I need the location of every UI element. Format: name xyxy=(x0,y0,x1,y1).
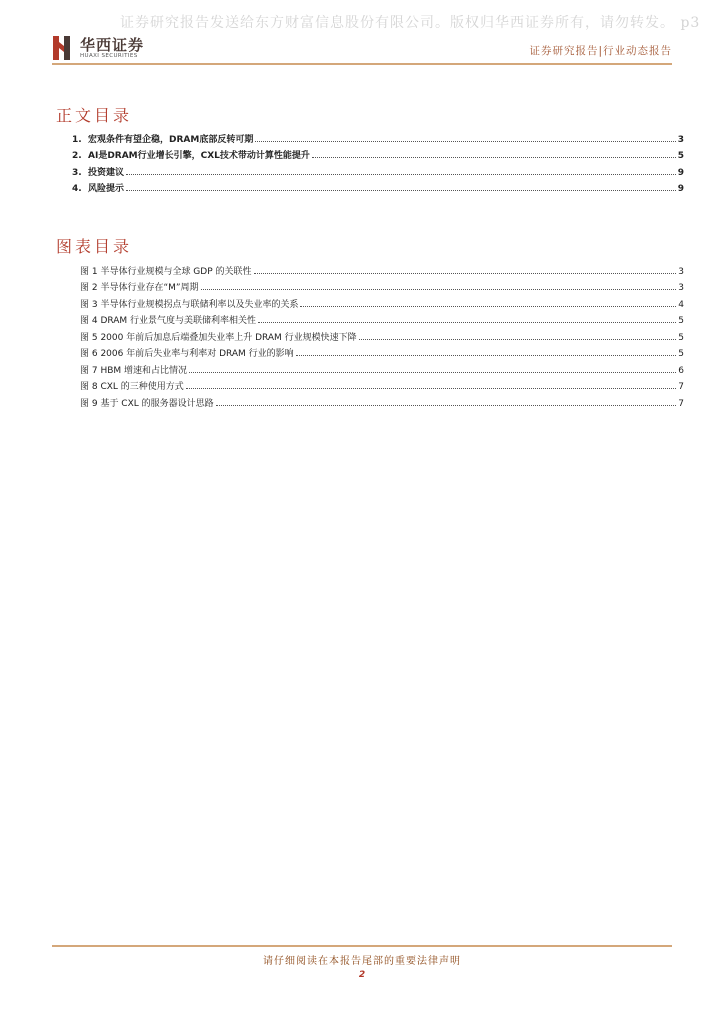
toc-item-page: 9 xyxy=(677,167,684,178)
toc-leader xyxy=(255,140,675,142)
logo-text-cn: 华西证券 xyxy=(80,36,145,54)
toc-item-2[interactable] xyxy=(72,145,684,162)
huaxi-logo xyxy=(52,34,162,64)
figure-item-3[interactable] xyxy=(80,293,684,310)
toc-item-text: 风险提示 xyxy=(88,184,125,194)
figure-item-6[interactable] xyxy=(80,343,684,360)
toc-leader xyxy=(296,354,676,356)
figure-item-7[interactable] xyxy=(80,359,684,376)
logo-text-en: HUAXI SECURITIES xyxy=(80,53,138,59)
toc-item-page: 3 xyxy=(677,134,684,145)
page-number: 2 xyxy=(358,970,366,980)
figure-item-page: 5 xyxy=(678,349,684,359)
toc-item-page: 9 xyxy=(677,184,684,194)
figure-item-page: 3 xyxy=(678,283,684,293)
figure-item-text: 图 9 基于 CXL 的服务器设计思路 xyxy=(80,398,214,409)
figure-item-9[interactable] xyxy=(80,392,684,409)
figure-item-page: 6 xyxy=(678,365,684,376)
toc-item-4[interactable] xyxy=(72,178,684,195)
toc-item-number: 1. xyxy=(72,134,82,145)
toc-leader xyxy=(126,189,676,191)
figure-item-8[interactable] xyxy=(80,376,684,393)
toc-leader xyxy=(201,288,676,290)
toc-leader xyxy=(216,404,676,406)
figure-item-text: 图 8 CXL 的三种使用方式 xyxy=(80,382,184,392)
toc-leader xyxy=(312,156,676,158)
toc-leader xyxy=(126,173,676,175)
figure-item-text: 图 6 2006 年前后失业率与利率对 DRAM 行业的影响 xyxy=(80,349,294,359)
toc-leader xyxy=(189,371,676,373)
toc-item-text: AI是DRAM行业增长引擎，CXL技术带动计算性能提升 xyxy=(88,151,310,161)
figure-toc-title: 图表目录 xyxy=(56,237,133,256)
footer-divider xyxy=(52,945,672,947)
header-divider xyxy=(52,63,672,65)
figure-item-text: 图 5 2000 年前后加息后端叠加失业率上升 DRAM 行业规模快速下降 xyxy=(80,332,357,343)
figure-item-text: 图 2 半导体行业存在“M”周期 xyxy=(80,283,199,293)
toc-leader xyxy=(258,321,676,323)
figure-item-5[interactable] xyxy=(80,326,684,343)
figure-toc-list xyxy=(80,260,684,409)
legal-disclaimer: 请仔细阅读在本报告尾部的重要法律声明 xyxy=(263,956,461,967)
figure-item-text: 图 1 半导体行业规模与全球 GDP 的关联性 xyxy=(80,266,252,277)
figure-item-text: 图 3 半导体行业规模拐点与联储利率以及失业率的关系 xyxy=(80,299,299,310)
toc-item-text: 宏观条件有望企稳，DRAM底部反转可期 xyxy=(88,134,254,145)
toc-leader xyxy=(300,305,676,307)
main-toc-list xyxy=(72,128,684,194)
watermark: 证券研究报告发送给东方财富信息股份有限公司。版权归华西证券所有，请勿转发。 p3 xyxy=(120,15,701,31)
figure-item-text: 图 7 HBM 增速和占比情况 xyxy=(80,365,188,376)
huaxi-logo-icon xyxy=(52,34,74,62)
toc-item-number: 4. xyxy=(72,184,82,194)
toc-leader xyxy=(186,387,676,389)
figure-item-2[interactable] xyxy=(80,277,684,294)
figure-item-page: 7 xyxy=(678,382,684,392)
figure-item-page: 3 xyxy=(678,266,684,277)
main-toc-title: 正文目录 xyxy=(56,106,133,125)
toc-item-3[interactable] xyxy=(72,161,684,178)
toc-item-number: 3. xyxy=(72,167,82,178)
figure-item-text: 图 4 DRAM 行业景气度与美联储利率相关性 xyxy=(80,316,257,326)
toc-leader xyxy=(254,272,676,274)
toc-item-page: 5 xyxy=(677,151,684,161)
figure-item-page: 4 xyxy=(678,299,684,310)
figure-item-4[interactable] xyxy=(80,310,684,327)
toc-item-text: 投资建议 xyxy=(88,167,125,178)
toc-item-1[interactable] xyxy=(72,128,684,145)
toc-item-number: 2. xyxy=(72,151,82,161)
figure-item-page: 5 xyxy=(678,332,684,343)
report-type-label: 证券研究报告|行业动态报告 xyxy=(529,45,672,57)
figure-item-page: 5 xyxy=(678,316,684,326)
figure-item-page: 7 xyxy=(678,398,684,409)
toc-leader xyxy=(359,338,676,340)
figure-item-1[interactable] xyxy=(80,260,684,277)
